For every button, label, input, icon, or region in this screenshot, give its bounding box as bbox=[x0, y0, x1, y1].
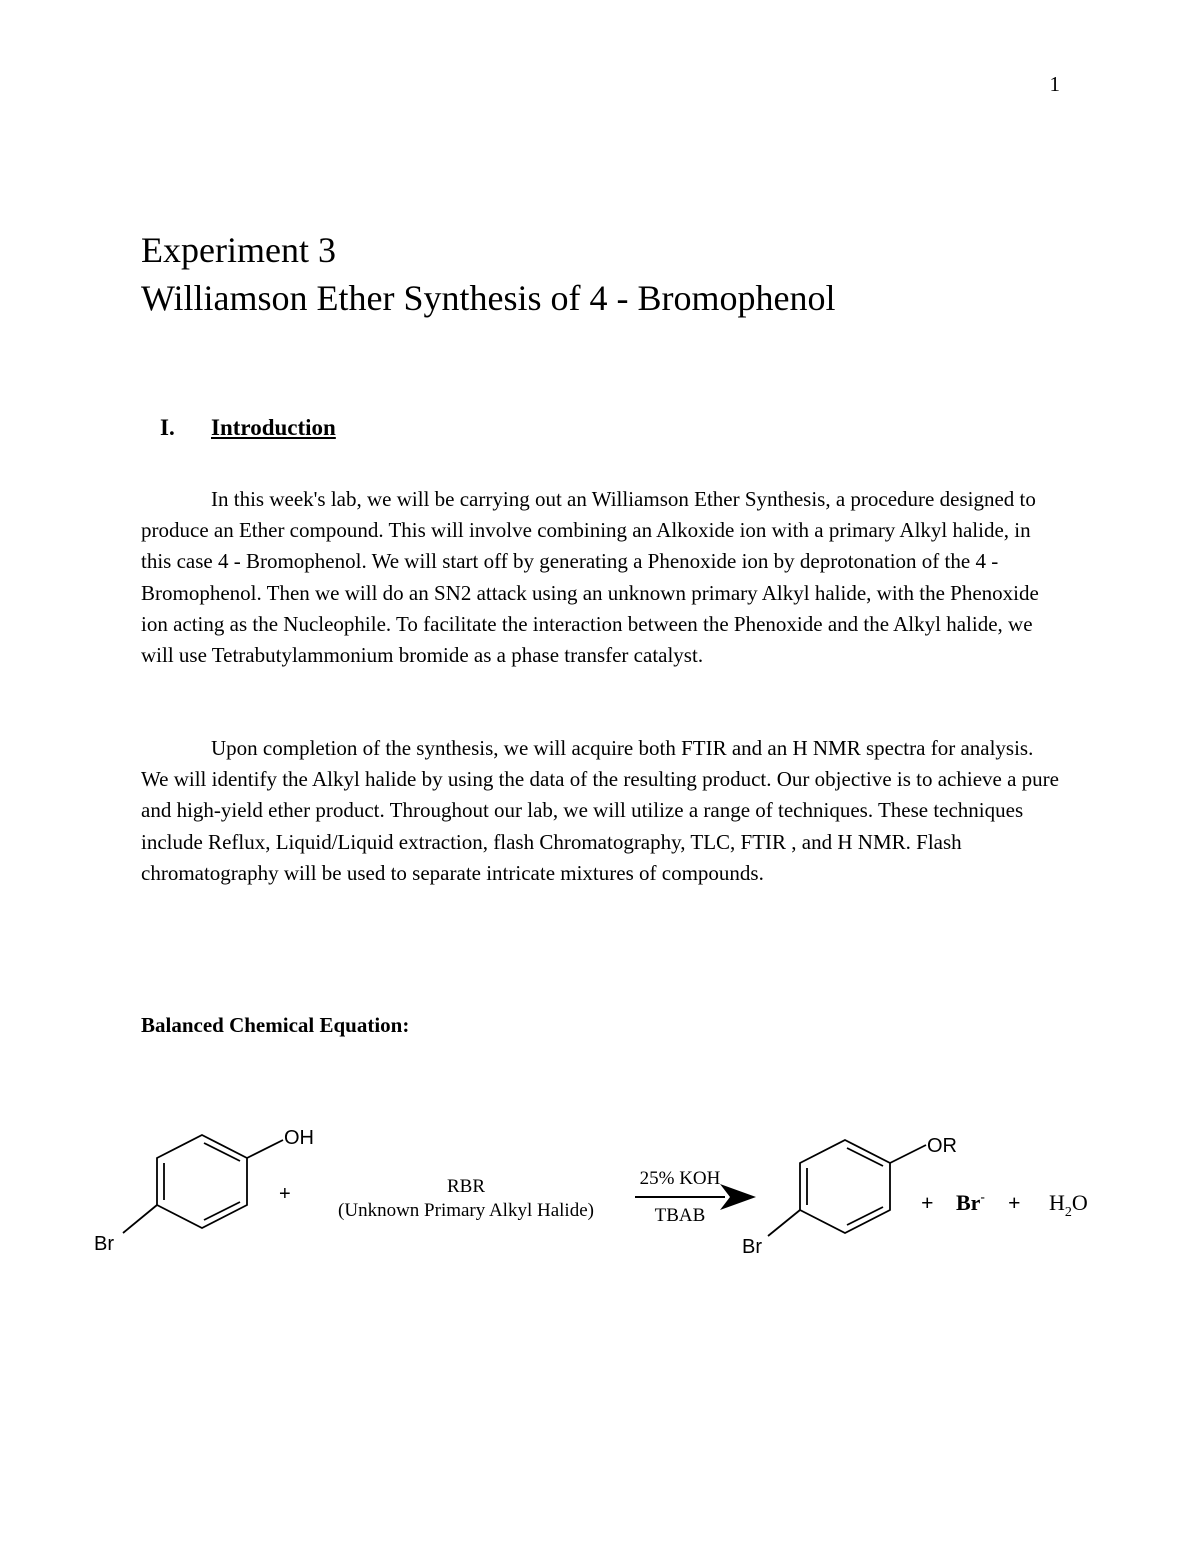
bromide-ion bbox=[956, 1189, 985, 1215]
product-benzene-ring bbox=[768, 1140, 926, 1236]
water-subscript: 2 bbox=[1064, 1205, 1072, 1220]
equation-heading: Balanced Chemical Equation: bbox=[141, 1013, 410, 1037]
water-h: H bbox=[1049, 1190, 1065, 1215]
reaction-scheme bbox=[80, 1110, 1130, 1290]
reaction-scheme-drawing bbox=[80, 1110, 1130, 1290]
water-molecule bbox=[1049, 1190, 1088, 1220]
section-label: Introduction bbox=[211, 415, 336, 440]
intro-paragraph-2 bbox=[141, 733, 1061, 889]
product-or-label: OR bbox=[927, 1135, 957, 1157]
plus-sign-1: + bbox=[279, 1183, 291, 1205]
product-br-bond bbox=[768, 1210, 800, 1236]
bromide-charge: - bbox=[980, 1189, 985, 1204]
reactant-oh-bond bbox=[247, 1140, 283, 1158]
page-number: 1 bbox=[1049, 72, 1060, 96]
product-or-bond bbox=[890, 1145, 926, 1163]
alkyl-halide-description: (Unknown Primary Alkyl Halide) bbox=[338, 1200, 594, 1221]
water-o: O bbox=[1071, 1190, 1088, 1215]
section-heading bbox=[160, 415, 336, 441]
reactant-br-label: Br bbox=[94, 1233, 114, 1255]
plus-sign-3: + bbox=[1008, 1190, 1021, 1215]
reactant-benzene-ring bbox=[123, 1135, 283, 1233]
plus-sign-2: + bbox=[921, 1190, 934, 1215]
intro-paragraph-2-text: Upon completion of the synthesis, we will acquire both FTIR and an H NMR spectra for analysis. We will identify the Alkyl halide by using the data of the resulting product. Our objective is to achieve a pure and high-yield ether product. Throughout our lab, we will utilize a range of techniques. These techniques include Reflux, Liquid/Liquid extraction, flash Chromatography, TLC, FTIR , and H NMR. Flash chromatography will be used to separate intricate mixtures of compounds. bbox=[141, 736, 1059, 885]
section-numeral: I. bbox=[160, 415, 175, 440]
reactant-br-bond bbox=[123, 1205, 157, 1233]
conditions-below: TBAB bbox=[654, 1205, 706, 1226]
intro-paragraph-1 bbox=[141, 484, 1061, 671]
title-line-1: Experiment 3 bbox=[141, 230, 336, 270]
product-br-label: Br bbox=[742, 1236, 762, 1258]
bromide-symbol: Br bbox=[956, 1190, 981, 1215]
intro-paragraph-1-text: In this week's lab, we will be carrying out an Williamson Ether Synthesis, a procedure designed to produce an Ether compound. This will involve combining an Alkoxide ion with a primary Alkyl halide, in this case 4 - Bromophenol. We will start off by generating a Phenoxide ion by deprotonation of the 4 - Bromophenol. Then we will do an SN2 attack using an unknown primary Alkyl halide, with the Phenoxide ion acting as the Nucleophile. To facilitate the interaction between the Phenoxide and the Alkyl halide, we will use Tetrabutylammonium bromide as a phase transfer catalyst. bbox=[141, 487, 1039, 668]
conditions-above: 25% KOH bbox=[639, 1168, 721, 1189]
title-line-2: Williamson Ether Synthesis of 4 - Bromophenol bbox=[141, 278, 836, 318]
reactant-oh-label: OH bbox=[284, 1127, 314, 1149]
document-title bbox=[141, 226, 1101, 322]
alkyl-halide-formula: RBR bbox=[446, 1176, 486, 1197]
